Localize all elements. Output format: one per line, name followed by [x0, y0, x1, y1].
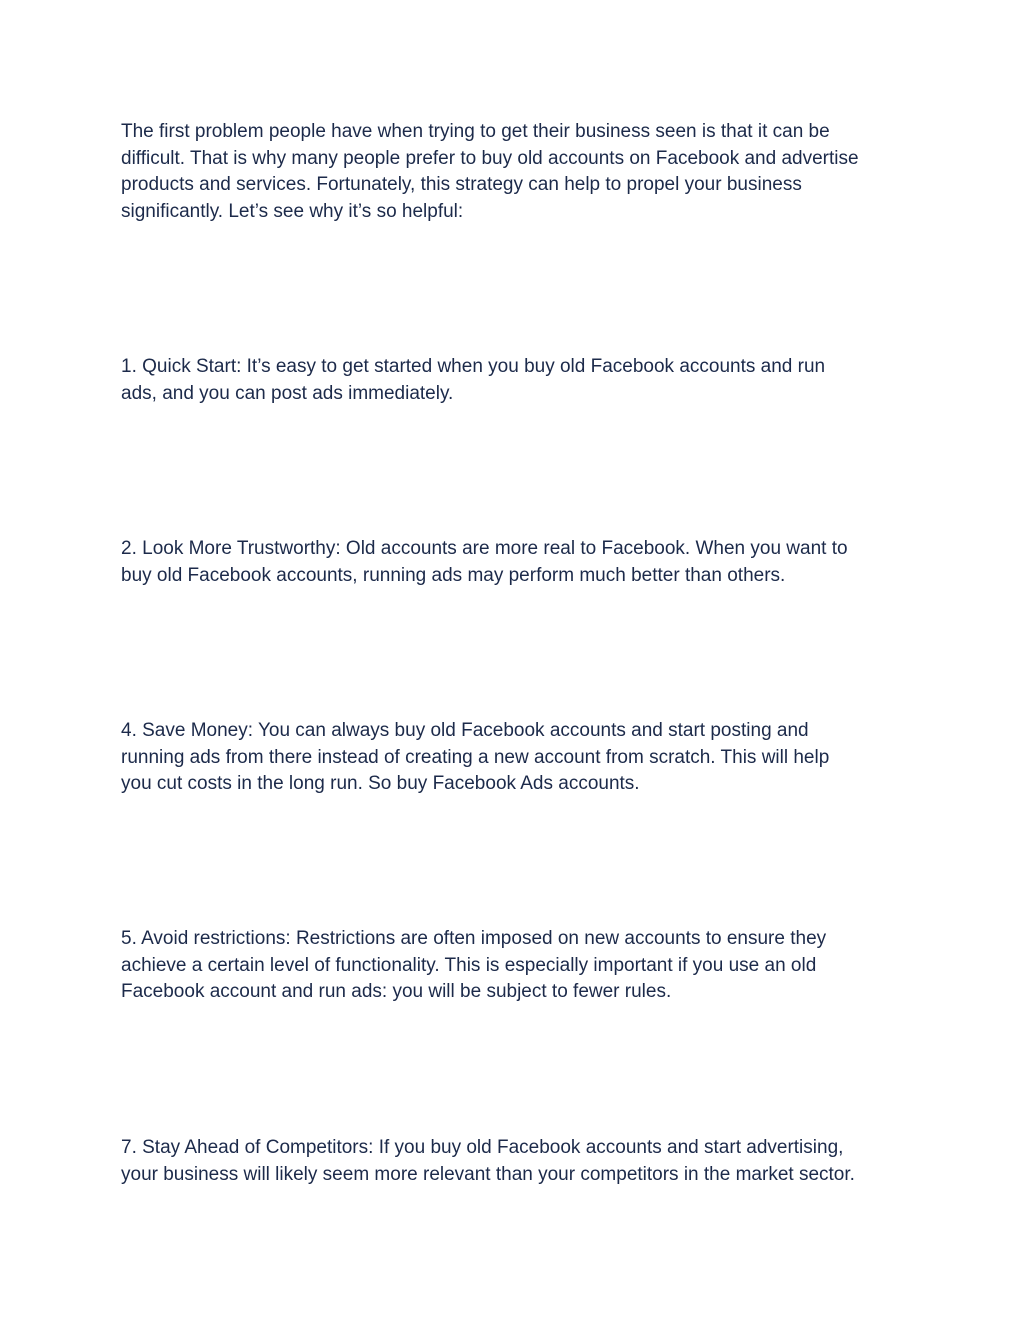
text-line: your business will likely seem more relevant than your competitors in the market sector. — [121, 1163, 855, 1185]
quick-start-paragraph — [121, 354, 911, 407]
text-line: 1. Quick Start: It’s easy to get started when you buy old Facebook accounts and run — [121, 356, 826, 377]
text-line: products and services. Fortunately, this strategy can help to propel your business — [121, 174, 802, 195]
text-line: Facebook account and run ads: you will be subject to fewer rules. — [121, 981, 672, 1002]
competitors-paragraph — [121, 1135, 911, 1188]
text-line: 7. Stay Ahead of Competitors: If you buy old Facebook accounts and start advertising, — [121, 1137, 844, 1158]
trustworthy-paragraph — [121, 536, 911, 589]
save-money-paragraph — [121, 718, 911, 798]
text-line: buy old Facebook accounts, running ads may perform much better than others. — [121, 564, 786, 586]
text-line: significantly. Let’s see why it’s so helpful: — [121, 200, 464, 222]
text-line: 5. Avoid restrictions: Restrictions are often imposed on new accounts to ensure they — [121, 928, 827, 949]
text-line: running ads from there instead of creating a new account from scratch. This will help — [121, 746, 830, 768]
avoid-restrictions-paragraph — [121, 926, 911, 1006]
intro-paragraph — [121, 119, 911, 225]
text-line: achieve a certain level of functionality. This is especially important if you use an old — [121, 954, 817, 976]
text-line: The first problem people have when trying to get their business seen is that it can be — [121, 121, 830, 142]
text-line: ads, and you can post ads immediately. — [121, 382, 454, 404]
text-line: you cut costs in the long run. So buy Facebook Ads accounts. — [121, 773, 640, 794]
text-line: difficult. That is why many people prefer to buy old accounts on Facebook and advertise — [121, 147, 859, 169]
text-line: 4. Save Money: You can always buy old Facebook accounts and start posting and — [121, 720, 809, 741]
text-line: 2. Look More Trustworthy: Old accounts are more real to Facebook. When you want to — [121, 538, 848, 559]
